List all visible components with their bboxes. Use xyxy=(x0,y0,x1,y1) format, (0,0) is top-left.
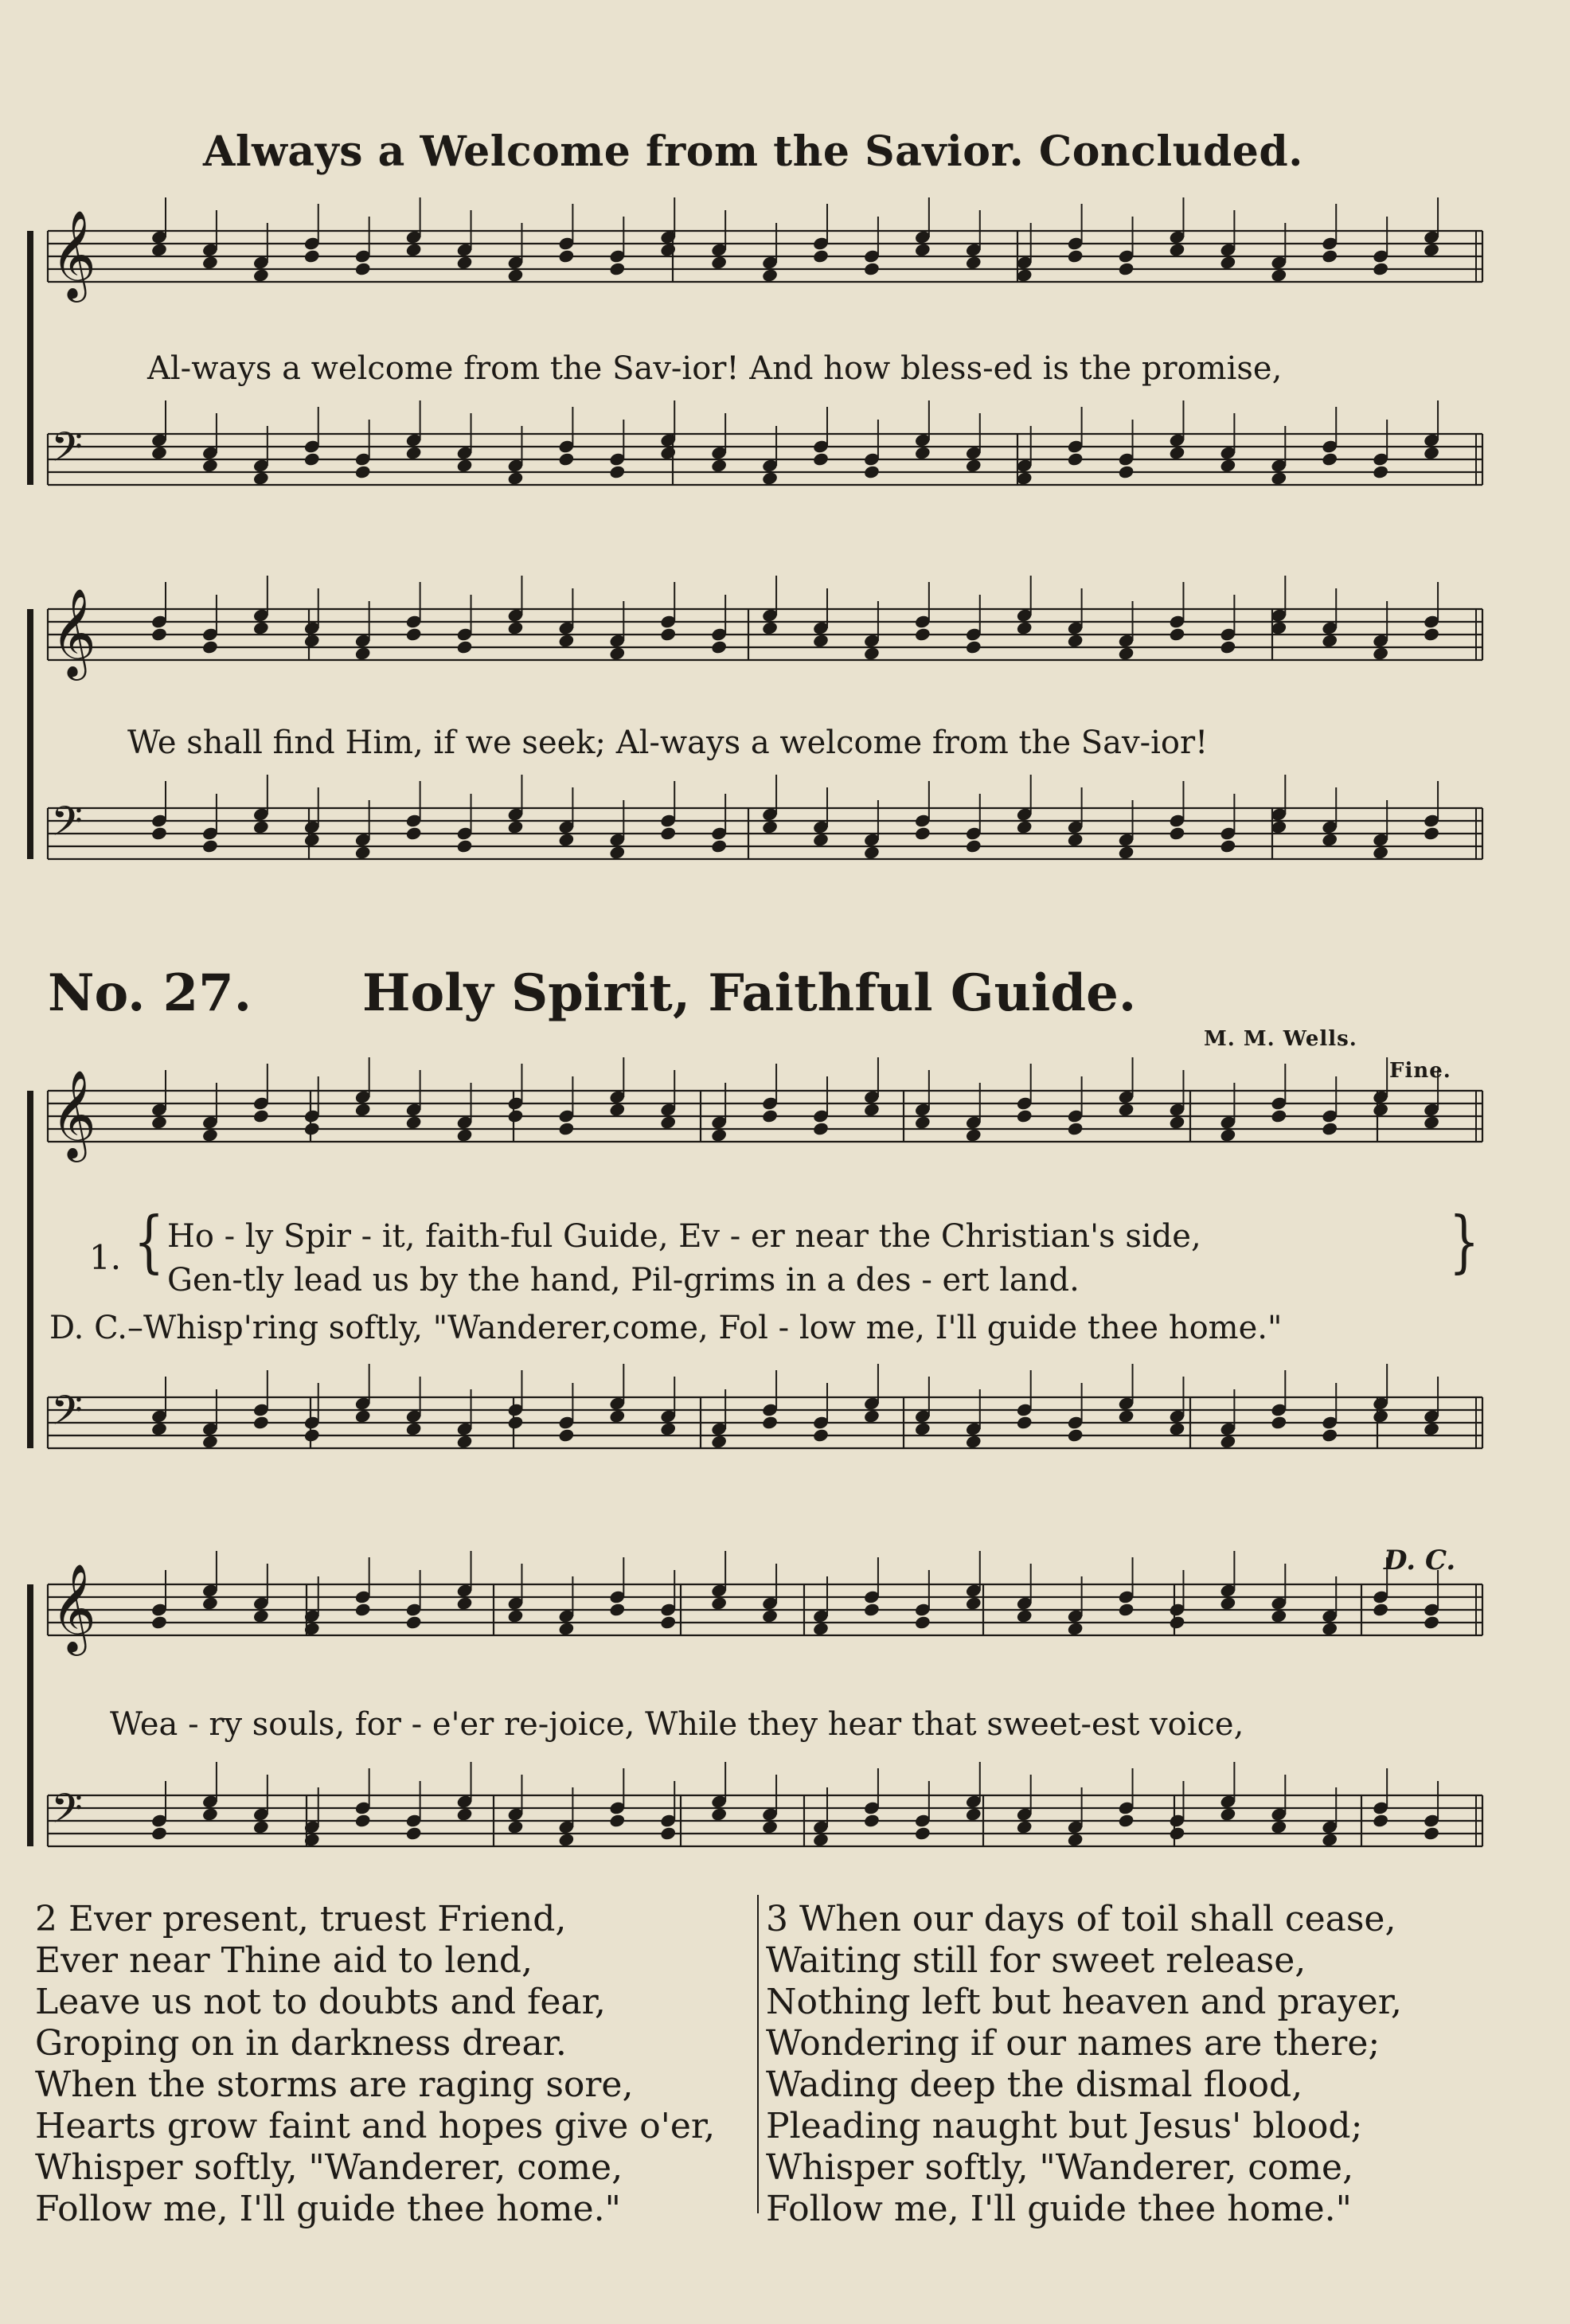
note-head xyxy=(456,458,474,473)
note-head xyxy=(710,1596,728,1611)
composer-name: M. M. Wells. xyxy=(1204,1027,1357,1051)
note-head xyxy=(1067,451,1084,467)
note-head xyxy=(1423,445,1440,460)
note-head xyxy=(507,620,525,635)
note-head xyxy=(1372,261,1389,276)
note-head xyxy=(201,639,219,654)
verse-line: Wading deep the dismal flood, xyxy=(766,2064,1303,2105)
fine-marking: Fine. xyxy=(1389,1059,1451,1083)
note-head xyxy=(659,1615,677,1630)
note-head xyxy=(1270,1108,1287,1123)
note-head xyxy=(1016,1819,1033,1834)
verse-line: Follow me, I'll guide thee home." xyxy=(35,2189,621,2229)
note-head xyxy=(150,1826,168,1841)
note-head xyxy=(456,1127,474,1142)
verse-line: 3 When our days of toil shall cease, xyxy=(766,1899,1396,1939)
note-head xyxy=(1220,1434,1237,1449)
note-head xyxy=(1016,1608,1033,1623)
note-head xyxy=(405,445,423,460)
verse-line: Ever near Thine aid to lend, xyxy=(35,1940,533,1981)
note-head xyxy=(1321,832,1338,847)
note-head xyxy=(710,838,728,853)
note-head xyxy=(659,627,677,642)
note-head xyxy=(1423,627,1440,642)
note-head xyxy=(812,248,830,264)
note-head xyxy=(1270,268,1287,283)
note-head xyxy=(1169,1826,1186,1841)
hymn-title: Holy Spirit, Faithful Guide. xyxy=(362,963,1137,1023)
note-head xyxy=(1423,1115,1440,1130)
verse-number: 1. xyxy=(89,1238,122,1277)
note-head xyxy=(914,1826,931,1841)
note-head xyxy=(1067,1428,1084,1443)
note-head xyxy=(507,819,525,834)
note-head xyxy=(659,445,677,460)
column-divider xyxy=(757,1895,759,2213)
verse-line: Follow me, I'll guide thee home." xyxy=(766,2189,1352,2229)
note-head xyxy=(303,248,321,264)
note-head xyxy=(558,633,576,648)
bass-clef-icon: 𝄢 xyxy=(51,1386,83,1444)
note-head xyxy=(1118,1813,1135,1828)
note-head xyxy=(558,1832,576,1847)
note-head xyxy=(1118,1408,1135,1424)
note-head xyxy=(456,1434,474,1449)
note-head xyxy=(863,1102,881,1117)
note-head xyxy=(914,1615,931,1630)
bass-clef-icon: 𝄢 xyxy=(51,423,83,481)
note-head xyxy=(507,1608,525,1623)
note-head xyxy=(303,451,321,467)
note-head xyxy=(761,1108,779,1123)
note-head xyxy=(354,1408,372,1424)
verse-2 xyxy=(35,1899,715,2230)
note-head xyxy=(1423,826,1440,841)
note-head xyxy=(863,845,881,860)
note-head xyxy=(761,268,779,283)
note-head xyxy=(1169,826,1186,841)
note-head xyxy=(914,445,931,460)
note-head xyxy=(914,1421,931,1436)
note-head xyxy=(1270,1819,1287,1834)
note-head xyxy=(354,646,372,661)
note-head xyxy=(1270,1415,1287,1430)
note-head xyxy=(965,1596,982,1611)
note-head xyxy=(1067,1621,1084,1636)
note-head xyxy=(1372,1408,1389,1424)
note-head xyxy=(558,248,576,264)
note-head xyxy=(201,1127,219,1142)
note-head xyxy=(965,1127,982,1142)
treble-clef-icon: 𝄞 xyxy=(51,588,96,677)
note-head xyxy=(252,819,270,834)
note-head xyxy=(1270,1608,1287,1623)
verse-line: Pleading naught but Jesus' blood; xyxy=(766,2106,1363,2146)
treble-clef-icon: 𝄞 xyxy=(51,1069,96,1158)
note-head xyxy=(761,1415,779,1430)
note-head xyxy=(965,639,982,654)
note-head xyxy=(456,1806,474,1822)
note-head xyxy=(863,646,881,661)
note-head xyxy=(608,1602,626,1617)
note-head xyxy=(812,451,830,467)
note-head xyxy=(1118,845,1135,860)
note-head xyxy=(1220,838,1237,853)
lyric-line-2: We shall find Him, if we seek; Al-ways a welcome from the Sav-ior! xyxy=(127,725,1209,761)
note-head xyxy=(150,242,168,257)
note-head xyxy=(405,242,423,257)
note-head xyxy=(659,1826,677,1841)
verse-line: Groping on in darkness drear. xyxy=(35,2023,567,2064)
note-head xyxy=(507,1415,525,1430)
note-head xyxy=(710,639,728,654)
dc-line: D. C.–Whisp'ring softly, "Wanderer,come, Fol - low me, I'll guide thee home." xyxy=(49,1310,1283,1346)
note-head xyxy=(1220,458,1237,473)
refrain-line: Wea - ry souls, for - e'er re-joice, While they hear that sweet-est voice, xyxy=(110,1706,1244,1743)
lyric-line-1: Al-ways a welcome from the Sav-ior! And how bless-ed is the promise, xyxy=(147,350,1283,387)
note-head xyxy=(608,646,626,661)
note-head xyxy=(1016,819,1033,834)
note-head xyxy=(812,1621,830,1636)
note-head xyxy=(965,255,982,270)
note-head xyxy=(710,1806,728,1822)
note-head xyxy=(150,445,168,460)
note-head xyxy=(1321,1832,1338,1847)
note-head xyxy=(914,242,931,257)
note-head xyxy=(405,1421,423,1436)
hymn-number: No. 27. xyxy=(48,963,252,1023)
note-head xyxy=(863,261,881,276)
note-head xyxy=(1220,1806,1237,1822)
note-head xyxy=(1220,1596,1237,1611)
note-head xyxy=(201,838,219,853)
note-head xyxy=(1118,261,1135,276)
note-head xyxy=(1423,242,1440,257)
right-brace: } xyxy=(1449,1203,1480,1281)
note-head xyxy=(1169,1615,1186,1630)
note-head xyxy=(201,1806,219,1822)
note-head xyxy=(1016,1108,1033,1123)
note-head xyxy=(863,464,881,479)
note-head xyxy=(507,471,525,486)
note-head xyxy=(761,1819,779,1834)
dc-marking: D. C. xyxy=(1384,1545,1456,1576)
note-head xyxy=(1169,445,1186,460)
note-head xyxy=(456,838,474,853)
note-head xyxy=(1220,1127,1237,1142)
note-head xyxy=(150,1115,168,1130)
bass-clef-icon: 𝄢 xyxy=(51,797,83,855)
note-head xyxy=(1321,451,1338,467)
note-head xyxy=(965,1434,982,1449)
note-head xyxy=(608,464,626,479)
left-brace: { xyxy=(134,1203,165,1281)
note-head xyxy=(252,471,270,486)
note-head xyxy=(354,1602,372,1617)
note-head xyxy=(1372,1602,1389,1617)
note-head xyxy=(456,1596,474,1611)
note-head xyxy=(303,633,321,648)
note-head xyxy=(150,826,168,841)
note-head xyxy=(1118,646,1135,661)
verse-line: Whisper softly, "Wanderer, come, xyxy=(35,2147,623,2188)
note-head xyxy=(558,832,576,847)
note-head xyxy=(558,1621,576,1636)
note-head xyxy=(201,1434,219,1449)
note-head xyxy=(303,1428,321,1443)
note-head xyxy=(354,261,372,276)
note-head xyxy=(150,627,168,642)
note-head xyxy=(812,1428,830,1443)
note-head xyxy=(507,1819,525,1834)
note-head xyxy=(659,242,677,257)
note-head xyxy=(1067,832,1084,847)
note-head xyxy=(761,471,779,486)
verse-line: Wondering if our names are there; xyxy=(766,2023,1381,2064)
note-head xyxy=(761,1608,779,1623)
treble-clef-icon: 𝄞 xyxy=(51,1563,96,1652)
note-head xyxy=(507,268,525,283)
verse-line: Whisper softly, "Wanderer, come, xyxy=(766,2147,1354,2188)
note-head xyxy=(252,1608,270,1623)
note-head xyxy=(1118,1102,1135,1117)
note-head xyxy=(1372,1813,1389,1828)
note-head xyxy=(965,458,982,473)
note-head xyxy=(659,1115,677,1130)
note-head xyxy=(914,627,931,642)
note-head xyxy=(1067,1121,1084,1136)
note-head xyxy=(608,1102,626,1117)
note-head xyxy=(405,1826,423,1841)
note-head xyxy=(1016,1415,1033,1430)
note-head xyxy=(405,826,423,841)
note-head xyxy=(1372,845,1389,860)
note-head xyxy=(558,451,576,467)
note-head xyxy=(812,1121,830,1136)
note-head xyxy=(812,1832,830,1847)
verse1-line-b: Gen-tly lead us by the hand, Pil-grims in a des - ert land. xyxy=(167,1262,1080,1299)
note-head xyxy=(303,1121,321,1136)
note-head xyxy=(150,1615,168,1630)
note-head xyxy=(201,458,219,473)
note-head xyxy=(456,255,474,270)
note-head xyxy=(965,1806,982,1822)
note-head xyxy=(659,1421,677,1436)
verse-3 xyxy=(766,1899,1402,2230)
note-head xyxy=(608,1408,626,1424)
note-head xyxy=(608,1813,626,1828)
note-head xyxy=(1423,1615,1440,1630)
note-head xyxy=(914,826,931,841)
note-head xyxy=(1169,627,1186,642)
note-head xyxy=(710,1434,728,1449)
bass-clef-icon: 𝄢 xyxy=(51,1784,83,1842)
note-head xyxy=(761,819,779,834)
note-head xyxy=(659,826,677,841)
note-head xyxy=(150,1421,168,1436)
note-head xyxy=(965,838,982,853)
verse-line: 2 Ever present, truest Friend, xyxy=(35,1899,567,1939)
note-head xyxy=(405,1615,423,1630)
note-head xyxy=(252,268,270,283)
note-head xyxy=(1372,464,1389,479)
note-head xyxy=(1118,464,1135,479)
note-head xyxy=(863,1602,881,1617)
note-head xyxy=(354,464,372,479)
note-head xyxy=(252,1108,270,1123)
verse-line: Leave us not to doubts and fear, xyxy=(35,1982,606,2022)
note-head xyxy=(1321,1428,1338,1443)
note-head xyxy=(1423,1421,1440,1436)
note-head xyxy=(303,832,321,847)
note-head xyxy=(710,458,728,473)
note-head xyxy=(1321,1121,1338,1136)
note-head xyxy=(812,832,830,847)
note-head xyxy=(1372,646,1389,661)
note-head xyxy=(812,633,830,648)
note-head xyxy=(710,255,728,270)
verse-line: When the storms are raging sore, xyxy=(35,2064,634,2105)
note-head xyxy=(608,845,626,860)
note-head xyxy=(608,261,626,276)
verse1-line-a: Ho - ly Spir - it, faith-ful Guide, Ev - er near the Christian's side, xyxy=(167,1218,1201,1255)
note-head xyxy=(456,639,474,654)
note-head xyxy=(1220,255,1237,270)
note-head xyxy=(1321,248,1338,264)
note-head xyxy=(1423,1826,1440,1841)
note-head xyxy=(710,1127,728,1142)
note-head xyxy=(201,255,219,270)
note-head xyxy=(1220,639,1237,654)
note-head xyxy=(1067,1832,1084,1847)
verse-line: Nothing left but heaven and prayer, xyxy=(766,1982,1402,2022)
note-head xyxy=(1067,248,1084,264)
note-head xyxy=(914,1115,931,1130)
verse-line: Hearts grow faint and hopes give o'er, xyxy=(35,2106,716,2146)
note-head xyxy=(252,1819,270,1834)
note-head xyxy=(558,1121,576,1136)
note-head xyxy=(863,1813,881,1828)
note-head xyxy=(252,620,270,635)
treble-clef-icon: 𝄞 xyxy=(51,209,96,299)
note-head xyxy=(405,627,423,642)
verse-line: Waiting still for sweet release, xyxy=(766,1940,1306,1981)
note-head xyxy=(1270,471,1287,486)
note-head xyxy=(354,1813,372,1828)
note-head xyxy=(201,1596,219,1611)
note-head xyxy=(507,1108,525,1123)
hymn-title-concluded: Always a Welcome from the Savior. Concluded. xyxy=(203,127,1303,176)
note-head xyxy=(354,1102,372,1117)
note-head xyxy=(558,1428,576,1443)
note-head xyxy=(863,1408,881,1424)
note-head xyxy=(1321,633,1338,648)
note-head xyxy=(1372,1102,1389,1117)
note-head xyxy=(405,1115,423,1130)
note-head xyxy=(1321,1621,1338,1636)
note-head xyxy=(1118,1602,1135,1617)
note-head xyxy=(1067,633,1084,648)
note-head xyxy=(252,1415,270,1430)
note-head xyxy=(1169,1115,1186,1130)
note-head xyxy=(1169,1421,1186,1436)
note-head xyxy=(354,845,372,860)
note-head xyxy=(761,620,779,635)
note-head xyxy=(1016,620,1033,635)
note-head xyxy=(1169,242,1186,257)
